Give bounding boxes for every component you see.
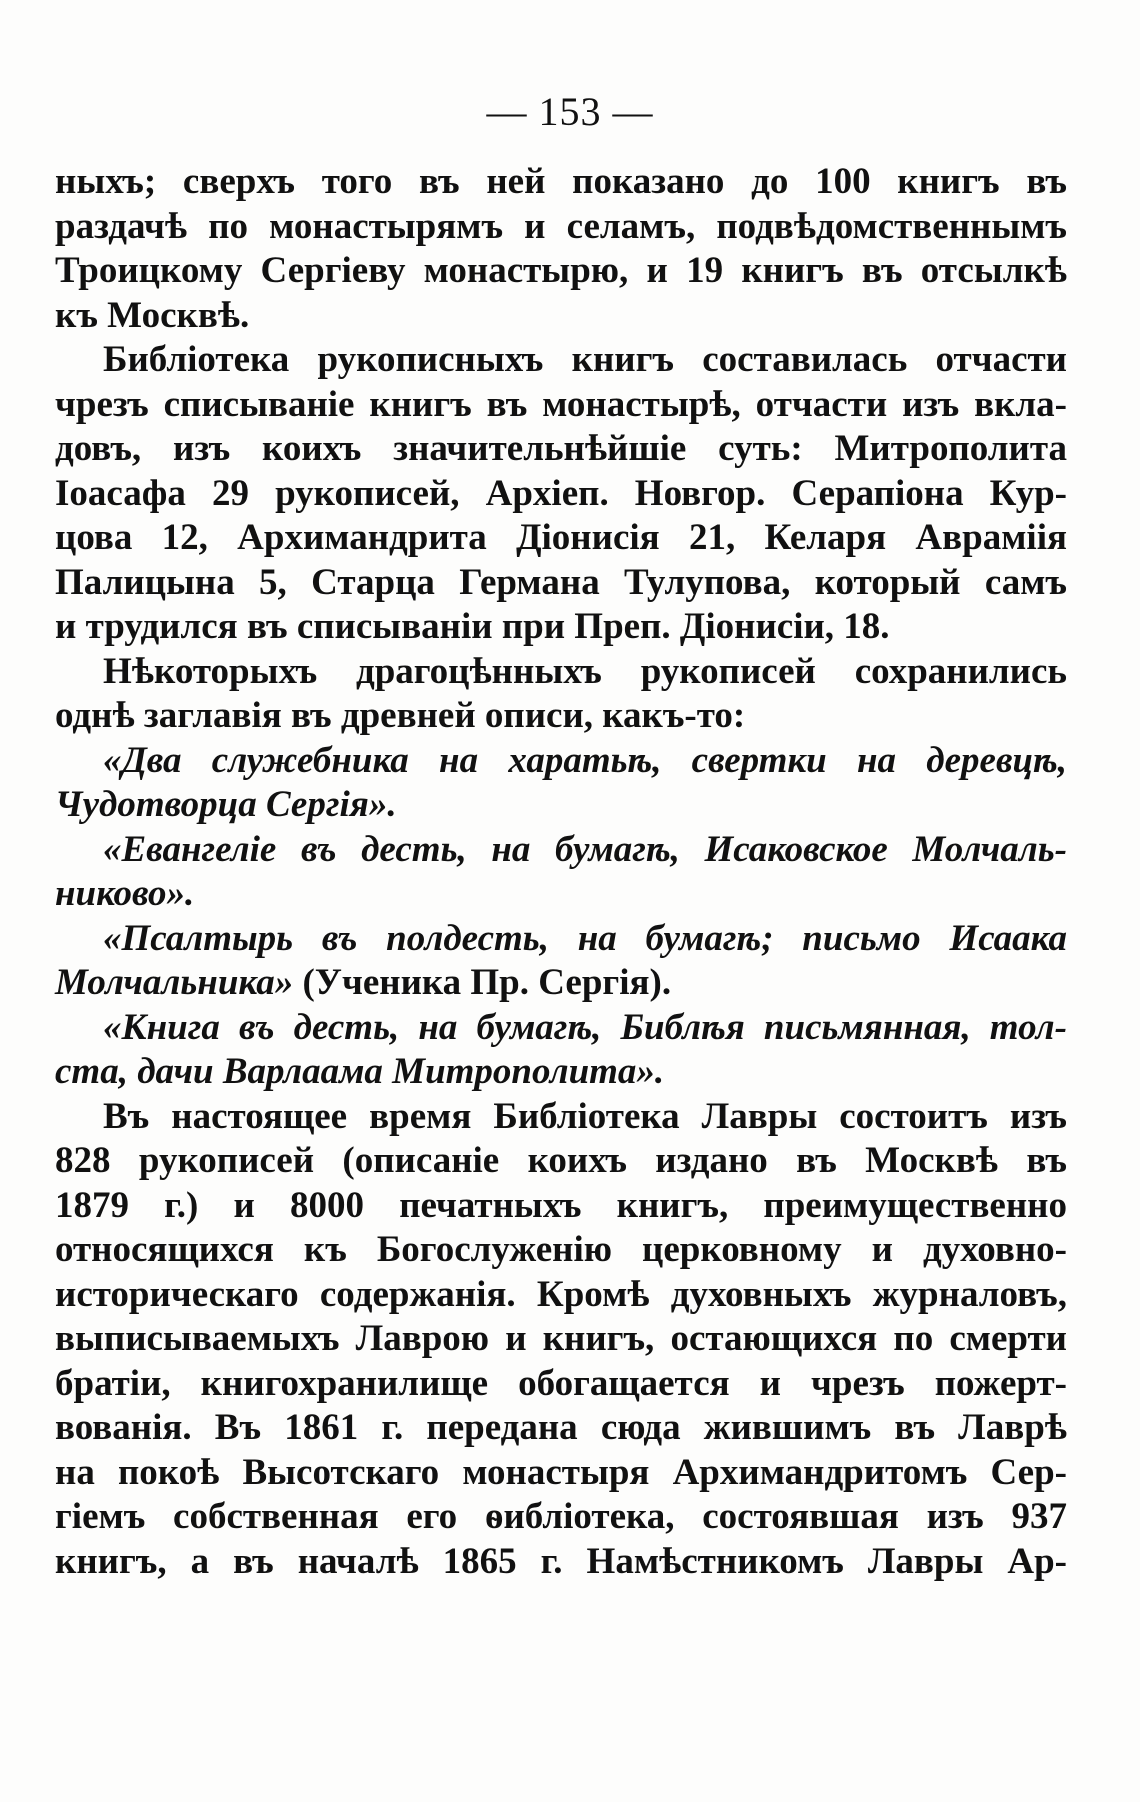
quote-line: «Книга въ десть, на бумагѣ, Библѣя письмянная, тол-: [103, 1006, 1067, 1048]
quote-line: «Евангеліе въ десть, на бумагѣ, Исаковское Молчаль-: [103, 828, 1067, 870]
quote-roman-part: (Ученика Пр. Сергія).: [293, 962, 672, 1003]
text-line: выписываемыхъ Лаврою и книгъ, остающихся по смерти: [55, 1318, 1067, 1359]
quote-line: ста, дачи Варлаама Митрополита».: [55, 1051, 665, 1092]
text-line: раздачѣ по монастырямъ и селамъ, подвѣдомственнымъ: [55, 205, 1067, 247]
quote-line: «Псалтырь въ полдесть, на бумагѣ; письмо Исаака: [103, 917, 1067, 959]
text-line: Библіотека рукописныхъ книгъ составилась отчасти: [103, 339, 1067, 380]
text-line: на покоѣ Высотскаго монастыря Архимандритомъ Сер-: [55, 1451, 1067, 1493]
text-line: Іоасафа 29 рукописей, Архіеп. Новгор. Серапіона Кур-: [55, 472, 1067, 514]
text-line: чрезъ списываніе книгъ въ монастырѣ, отчасти изъ вкла-: [55, 383, 1067, 425]
text-line: книгъ, а въ началѣ 1865 г. Намѣстникомъ Лавры Ар-: [55, 1540, 1067, 1582]
text-line: къ Москвѣ.: [55, 294, 250, 336]
page-number: — 153 —: [486, 89, 654, 134]
text-line: и трудился въ списываніи при Преп. Діонисіи, 18.: [55, 606, 890, 647]
text-line: ныхъ; сверхъ того въ ней показано до 100 книгъ въ: [55, 161, 1067, 202]
text-line: цова 12, Архимандрита Діонисія 21, Келаря Авраміія: [55, 517, 1067, 558]
text-line: Троицкому Сергіеву монастырю, и 19 книгъ въ отсылкѣ: [55, 250, 1067, 291]
body-text: [55, 160, 1067, 1584]
text-line: однѣ заглавія въ древней описи, какъ-то:: [55, 695, 746, 736]
quote-line: никово».: [55, 873, 195, 914]
quote-line: «Два служебника на харатьѣ, свертки на деревцѣ,: [103, 739, 1067, 781]
text-line: довъ, изъ коихъ значительнѣйшіе суть: Митрополита: [55, 428, 1067, 469]
text-line: историческаго содержанія. Кромѣ духовныхъ журналовъ,: [55, 1273, 1067, 1315]
quote-line-mixed: [55, 961, 1067, 1006]
quote-line: Чудотворца Сергія».: [55, 784, 397, 825]
text-line: братіи, книгохранилище обогащается и чрезъ пожерт-: [55, 1362, 1067, 1404]
text-line: Нѣкоторыхъ драгоцѣнныхъ рукописей сохранились: [103, 650, 1067, 692]
text-line: гіемъ собственная его ѳибліотека, состоявшая изъ 937: [55, 1496, 1067, 1537]
text-line: относящихся къ Богослуженію церковному и духовно-: [55, 1229, 1067, 1270]
quote-italic-part: Молчальника»: [55, 962, 294, 1003]
text-line: Въ настоящее время Библіотека Лавры состоитъ изъ: [103, 1095, 1067, 1137]
text-line: вованія. Въ 1861 г. передана сюда жившимъ въ Лаврѣ: [55, 1407, 1067, 1448]
text-line: Палицына 5, Старца Германа Тулупова, который самъ: [55, 561, 1067, 603]
text-line: 1879 г.) и 8000 печатныхъ книгъ, преимущественно: [55, 1184, 1067, 1226]
text-line: 828 рукописей (описаніе коихъ издано въ Москвѣ въ: [55, 1140, 1067, 1181]
